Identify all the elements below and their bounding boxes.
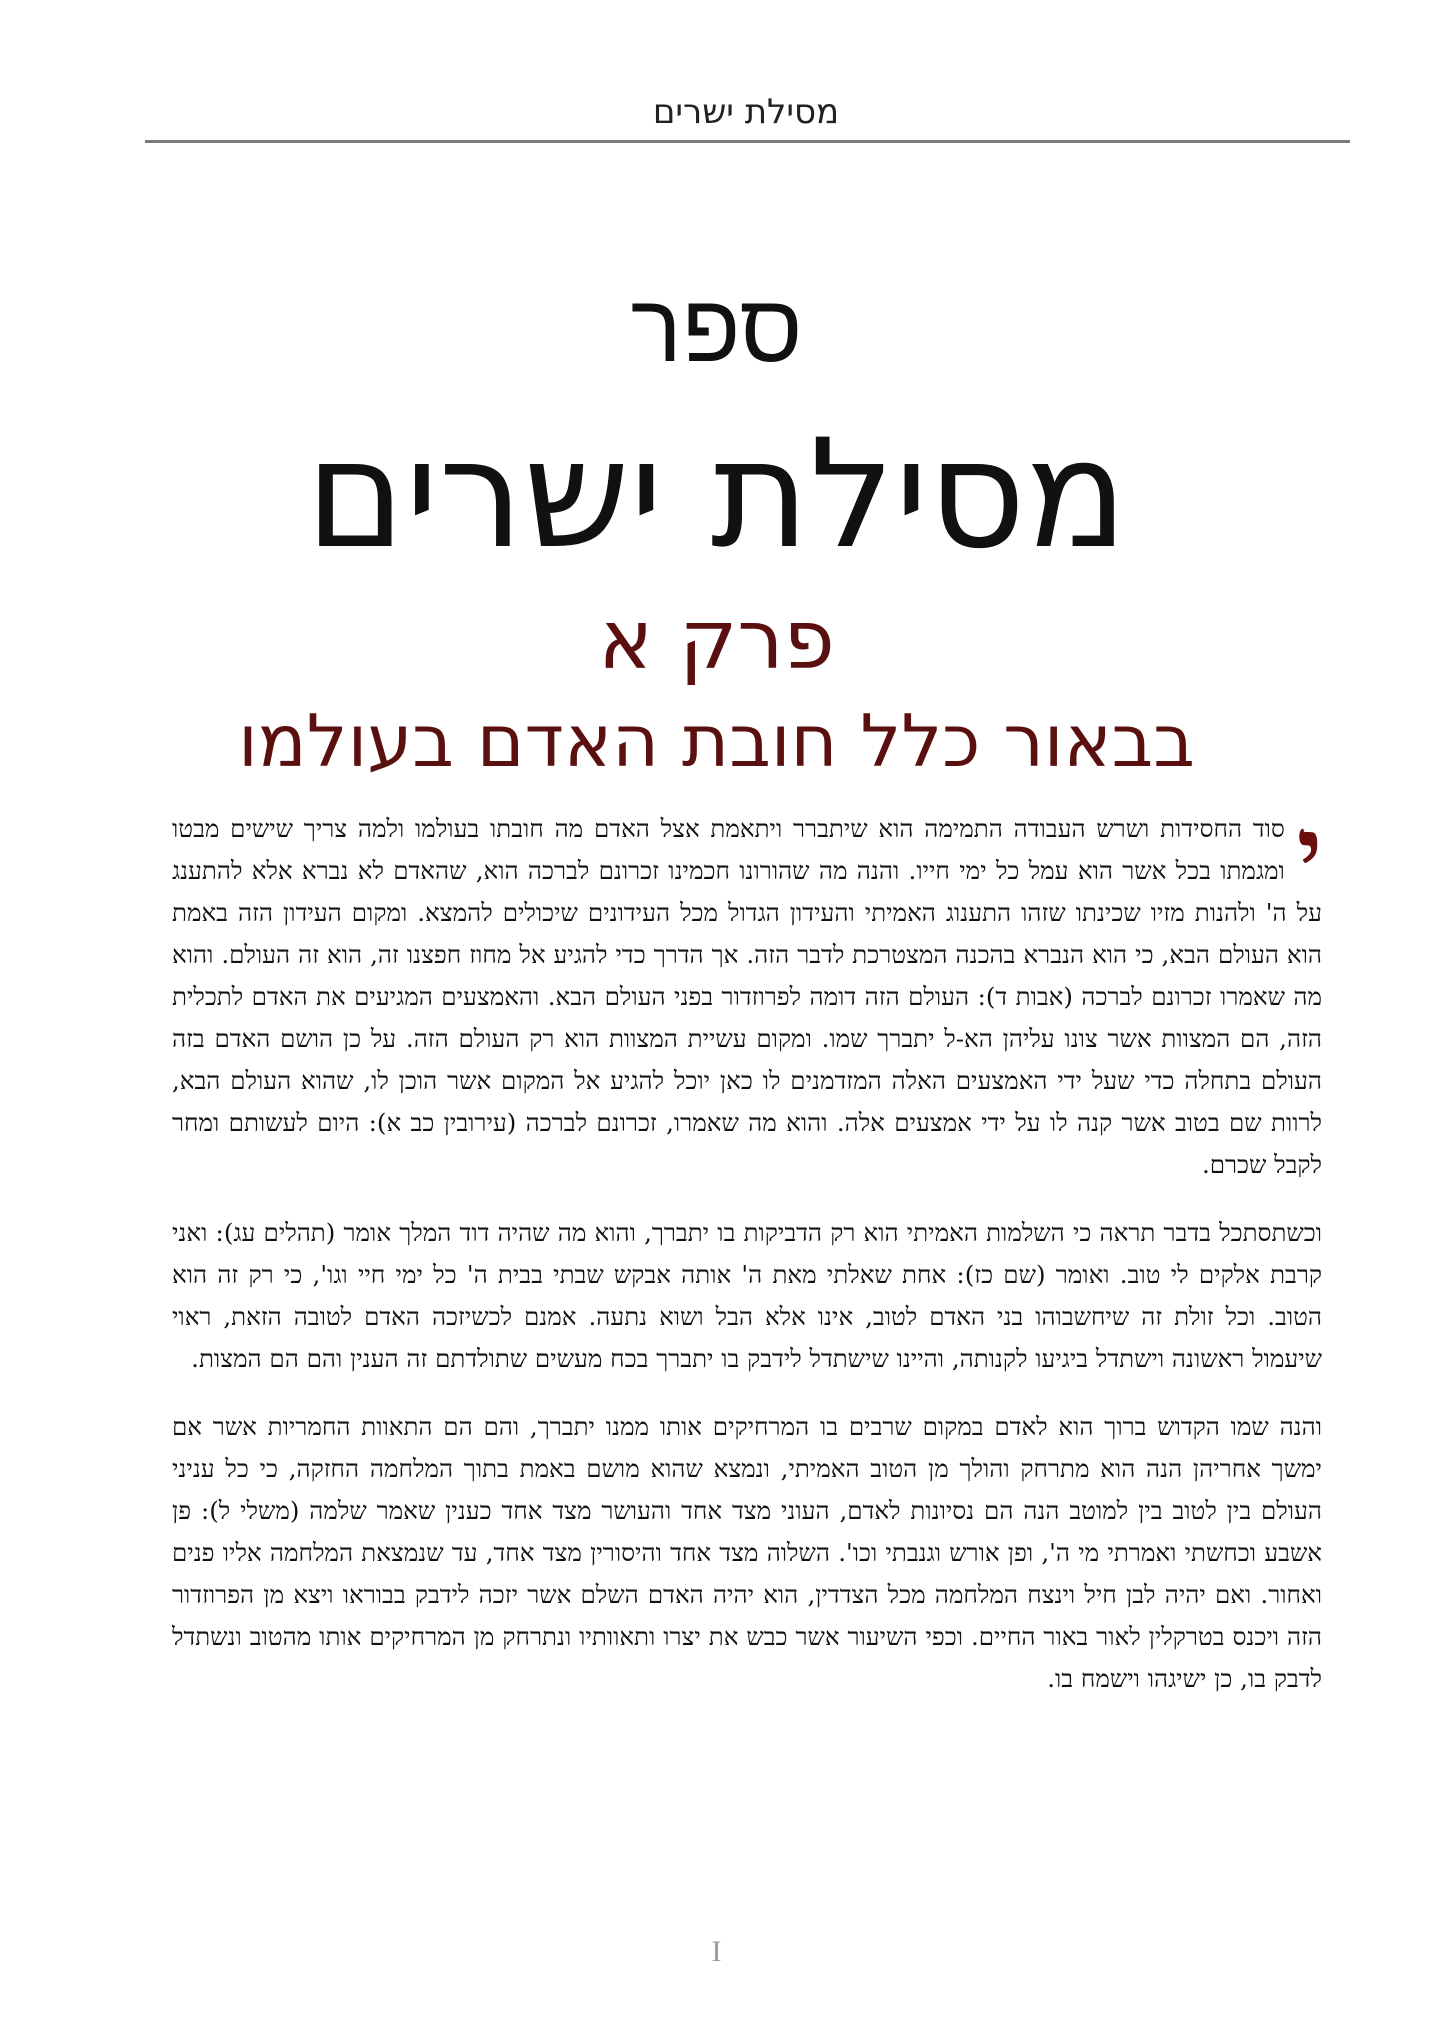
paragraph-2: וכשתסתכל בדבר תראה כי השלמות האמיתי הוא רק הדביקות בו יתברך, והוא מה שהיה דוד המלך אומר (תהלים עג): ואני קרבת אלקים לי טוב. ואומר (שם כז): אחת שאלתי מאת ה' אותה אבקש שבתי בבית ה' כל ימי חיי וגו', כי רק זה הוא הטוב. וכל זולת זה שיחשבוהו בני האדם לטוב, אינו אלא הבל ושוא נתעה. אמנם לכשיזכה האדם לטובה הזאת, ראוי שיעמול ראשונה וישתדל ביגיעו לקנותה, והיינו שישתדל לידבק בו יתברך בכח מעשים שתולדתם זה הענין והם הם המצות.: [172, 1218, 1322, 1373]
paragraph-1: [172, 795, 1322, 1186]
paragraph-1-text: סוד החסידות ושרש העבודה התמימה הוא שיתברר ויתאמת אצל האדם מה חובתו בעולמו ולמה צריך שישים מבטו ומגמתו בכל אשר הוא עמל כל ימי חייו. והנה מה שהורונו חכמינו זכרונם לברכה הוא, שהאדם לא נברא אלא להתענג על ה' ולהנות מזיו שכינתו שזהו התענוג האמיתי והעידון הגדול מכל העידונים שיכולים להמצא. ומקום העידון הזה באמת הוא העולם הבא, כי הוא הנברא בהכנה המצטרכת לדבר הזה. אך הדרך כדי להגיע אל מחוז חפצנו זה, הוא זה העולם. והוא מה שאמרו זכרונם לברכה (אבות ד): העולם הזה דומה לפרוזדור בפני העולם הבא. והאמצעים המגיעים את האדם לתכלית הזה, הם המצוות אשר צונו עליהן הא-ל יתברך שמו. ומקום עשיית המצוות הוא רק העולם הזה. על כן הושם האדם בזה העולם בתחלה כדי שעל ידי האמצעים האלה המזדמנים לו כאן יוכל להגיע אל המקום אשר הוכן לו, שהוא העולם הבא, לרוות שם בטוב אשר קנה לו על ידי אמצעים אלה. והוא מה שאמרו, זכרונם לברכה (עירובין כב א): היום לעשותם ומחר לקבל שכרם.: [172, 814, 1322, 1179]
book-word-heading: ספר: [630, 272, 803, 384]
header-rule: [145, 140, 1350, 143]
body-text: [172, 795, 1322, 1726]
paragraph-3: והנה שמו הקדוש ברוך הוא לאדם במקום שרבים בו המרחיקים אותו ממנו יתברך, והם הם התאוות החמריות אשר אם ימשך אחריהן הנה הוא מתרחק והולך מן הטוב האמיתי, ונמצא שהוא מושם באמת בתוך המלחמה החזקה, כי כל עניני העולם בין לטוב בין למוטב הנה הם נסיונות לאדם, העוני מצד אחד והעושר מצד אחד כענין שאמר שלמה (משלי ל): פן אשבע וכחשתי ואמרתי מי ה', ופן אורש וגנבתי וכו'. השלוה מצד אחד והיסורין מצד אחד, עד שנמצאת המלחמה אליו פנים ואחור. ואם יהיה לבן חיל וינצח המלחמה מכל הצדדין, הוא יהיה האדם השלם אשר יזכה לידבק בבוראו ויצא מן הפרוזדור הזה ויכנס בטרקלין לאור באור החיים. וכפי השיעור אשר כבש את יצרו ותאוותיו ונתרחק מן המרחיקים אותו מהטוב ונשתדל לדבק בו, כן ישיגהו וישמח בו.: [172, 1412, 1322, 1693]
chapter-subtitle: בבאור כלל חובת האדם בעולמו: [238, 699, 1195, 783]
chapter-heading: פרק א: [598, 593, 835, 688]
book-title-heading: מסילת ישרים: [305, 408, 1128, 582]
page-number: I: [711, 1935, 722, 1968]
running-header-title: מסילת ישרים: [652, 92, 840, 132]
drop-cap: י: [1296, 795, 1322, 908]
